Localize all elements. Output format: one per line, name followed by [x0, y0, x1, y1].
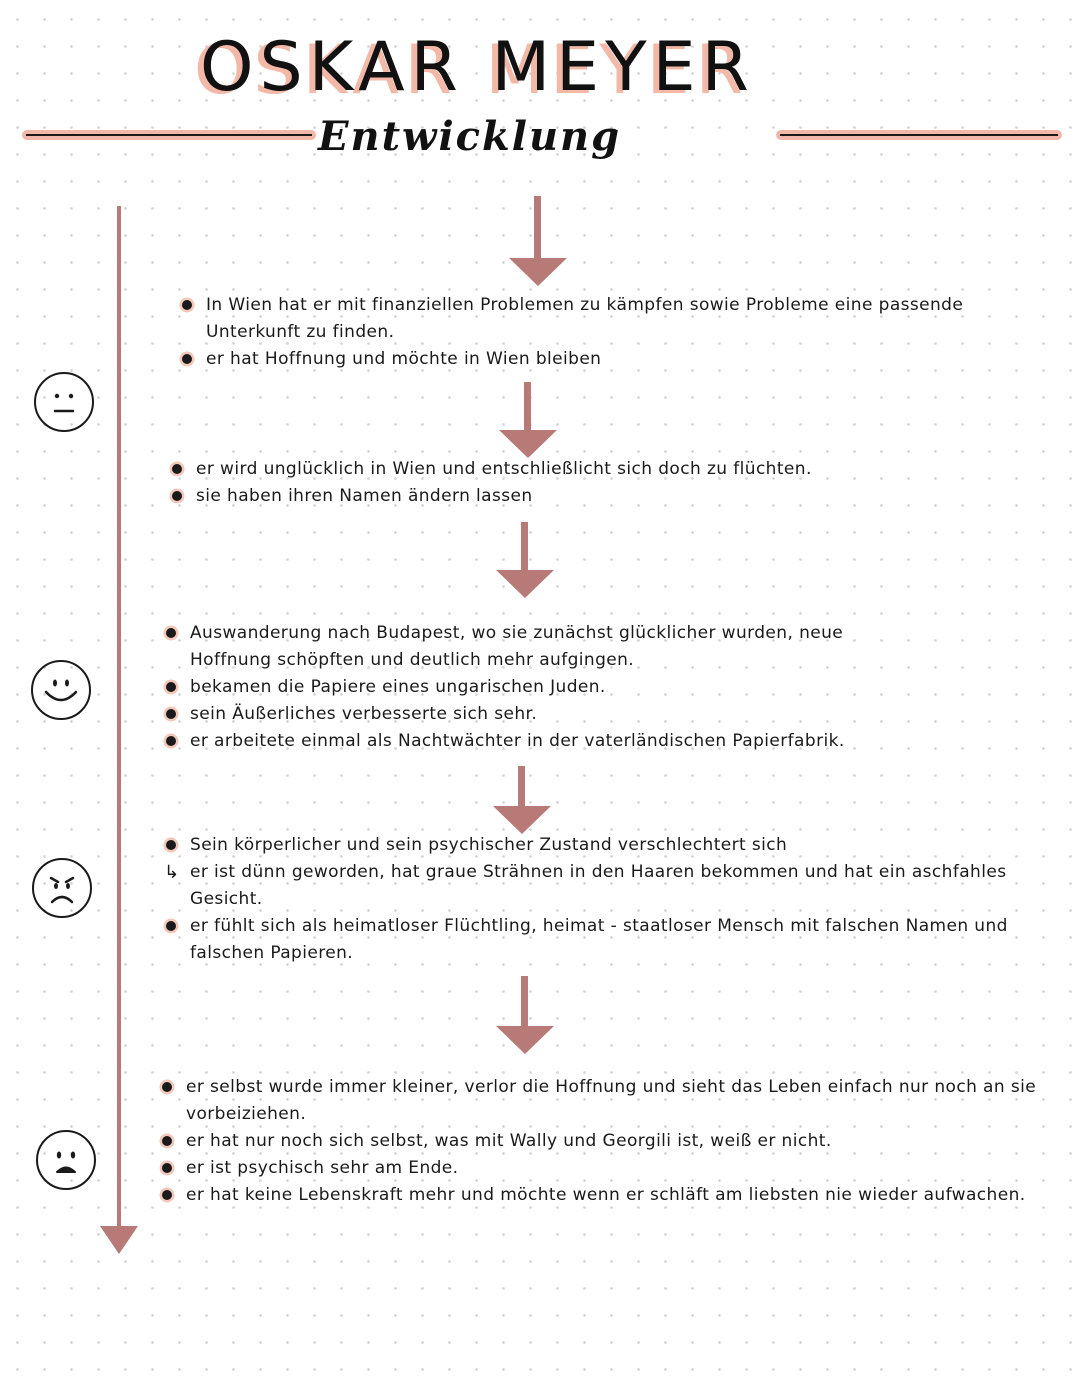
- timeline-arrowhead: [100, 1226, 138, 1254]
- list-item: er hat nur noch sich selbst, was mit Wally und Georgili ist, weiß er nicht.: [160, 1128, 1060, 1155]
- list-item: er ist psychisch sehr am Ende.: [160, 1155, 1060, 1182]
- section-1: [180, 292, 980, 373]
- section-5: [160, 1074, 1060, 1209]
- frowning-face-icon: [32, 858, 92, 918]
- bullet-icon: [166, 682, 176, 692]
- section-4: [164, 832, 1064, 967]
- bullet-icon: [166, 921, 176, 931]
- list-item: Auswanderung nach Budapest, wo sie zunächst glücklicher wurden, neue Hoffnung schöpften und deutlich mehr aufgingen.: [164, 620, 924, 674]
- list-item: er arbeitete einmal als Nachtwächter in der vaterländischen Papierfabrik.: [164, 728, 924, 755]
- list-item: ↳ er ist dünn geworden, hat graue Strähnen in den Haaren bekommen und hat ein aschfahles Gesicht.: [164, 859, 1064, 913]
- sub-arrow-icon: ↳: [164, 862, 180, 883]
- list-item: Sein körperlicher und sein psychischer Zustand verschlechtert sich: [164, 832, 1064, 859]
- list-item: bekamen die Papiere eines ungarischen Juden.: [164, 674, 924, 701]
- bullet-icon: [162, 1190, 172, 1200]
- bullet-icon: [166, 628, 176, 638]
- bullet-icon: [172, 464, 182, 474]
- title-underline-left: [22, 130, 316, 140]
- page-title: OSKAR MEYER: [200, 28, 755, 107]
- subtitle: Entwicklung: [318, 113, 622, 160]
- smiling-face-icon: [31, 660, 91, 720]
- neutral-face-icon: [34, 372, 94, 432]
- list-item: er selbst wurde immer kleiner, verlor die Hoffnung und sieht das Leben einfach nur noch an sie vorbeiziehen.: [160, 1074, 1060, 1128]
- bullet-icon: [182, 300, 192, 310]
- list-item: er hat keine Lebenskraft mehr und möchte wenn er schläft am liebsten nie wieder aufwachen.: [160, 1182, 1060, 1209]
- section-2: [170, 456, 1010, 510]
- timeline-line: [117, 206, 121, 1234]
- list-item: sie haben ihren Namen ändern lassen: [170, 483, 1010, 510]
- bullet-icon: [172, 491, 182, 501]
- bullet-icon: [182, 354, 192, 364]
- list-item: sein Äußerliches verbesserte sich sehr.: [164, 701, 924, 728]
- bullet-icon: [166, 840, 176, 850]
- list-item: In Wien hat er mit finanziellen Problemen zu kämpfen sowie Probleme eine passende Unterkunft zu finden.: [180, 292, 980, 346]
- bullet-icon: [166, 736, 176, 746]
- bullet-icon: [162, 1163, 172, 1173]
- list-item: er wird unglücklich in Wien und entschließlicht sich doch zu flüchten.: [170, 456, 1010, 483]
- list-item: er hat Hoffnung und möchte in Wien bleiben: [180, 346, 980, 373]
- sad-face-icon: [36, 1130, 96, 1190]
- title-underline-right: [776, 130, 1062, 140]
- section-3: [164, 620, 924, 755]
- list-item: er fühlt sich als heimatloser Flüchtling, heimat - staatloser Mensch mit falschen Namen und falschen Papieren.: [164, 913, 1064, 967]
- bullet-icon: [166, 709, 176, 719]
- bullet-icon: [162, 1082, 172, 1092]
- bullet-icon: [162, 1136, 172, 1146]
